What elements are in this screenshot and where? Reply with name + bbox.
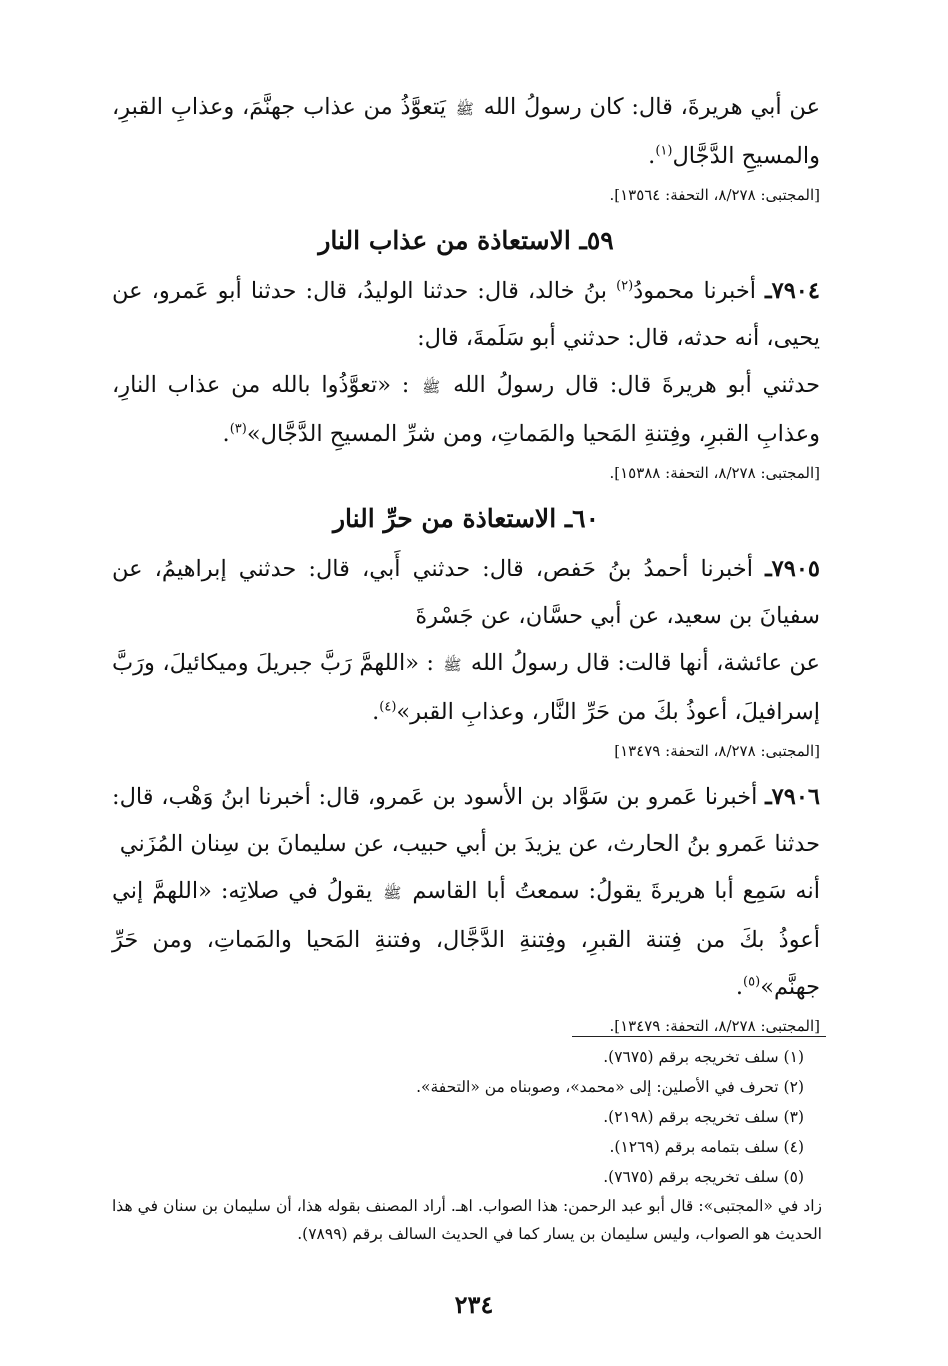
reference-1: [المجتبى: ٨/٢٧٨، التحفة: ١٣٥٦٤].	[609, 186, 820, 204]
footnotes	[112, 1042, 822, 1248]
footnote-marker-1[interactable]: (١)	[655, 143, 673, 159]
continued-text-1: عن أبي هريرةَ، قال: كان رسولُ الله	[483, 94, 820, 120]
continued-hadith	[112, 84, 820, 180]
hadith-7906-isnad	[112, 774, 820, 868]
sallallah-glyph: ﷺ	[383, 884, 402, 902]
footnote-1: (١) سلف تخريجه برقم (٧٦٧٥).	[603, 1048, 804, 1066]
reference-4: [المجتبى: ٨/٢٧٨، التحفة: ١٣٤٧٩].	[609, 1017, 820, 1035]
hadith-number-7906: ٧٩٠٦ـ	[765, 784, 820, 810]
hadith-7906-text-a: أخبرنا عَمرو بن سَوَّاد بن الأسود بن عَمرو، قال: أخبرنا ابنُ وَهْب، قال: حدثنا عَمرو بنُ الحارث، عن يزيدَ بن أبي حبيب، عن سليمانَ بن سِنان المُزَني	[112, 784, 820, 857]
hadith-7904-isnad	[112, 268, 820, 362]
sallallah-glyph: ﷺ	[455, 100, 474, 118]
hadith-7905-end: .	[372, 699, 380, 725]
footnote-5-continuation: زاد في «المجتبى»: قال أبو عبد الرحمن: هذا الصواب. اهـ. أراد المصنف بقوله هذا، أن سليمان بن سنان في هذا الحديث هو الصواب، وليس سليمان بن يسار كما في الحديث السالف برقم (٧٨٩٩).	[112, 1197, 822, 1243]
hadith-7905-matn	[112, 640, 820, 736]
hadith-7905-matn-1: عن عائشة، أنها قالت: قال رسولُ الله	[470, 650, 820, 676]
hadith-7904-end: .	[222, 421, 230, 447]
footnote-marker-2[interactable]: (٢)	[616, 278, 634, 294]
footnote-marker-5[interactable]: (٥)	[743, 974, 761, 990]
hadith-7905-text-a: أخبرنا أحمدُ بنُ حَفص، قال: حدثني أَبي، قال: حدثني إبراهيمُ، عن سفيانَ بن سعيد، عن أبي حسَّان، عن جَسْرةَ	[112, 556, 820, 629]
footnote-2: (٢) تحرف في الأصلين: إلى «محمد»، وصوبناه من «التحفة».	[416, 1078, 804, 1096]
hadith-7906-matn	[112, 868, 820, 1011]
footnote-5: (٥) سلف تخريجه برقم (٧٦٧٥).	[603, 1168, 804, 1186]
continued-end: .	[648, 143, 656, 169]
continued-text-2: يَتعوَّذُ من عذاب جهنَّمَ، وعذابِ القبرِ، والمسيحِ الدَّجَّال	[112, 94, 820, 169]
hadith-7904-matn-1: حدثني أبو هريرةَ قال: قال رسولُ الله	[453, 372, 821, 398]
footnote-4: (٤) سلف بتمامه برقم (١٢٦٩).	[609, 1138, 804, 1156]
hadith-7904-text-b: بنُ خالد، قال: حدثنا الوليدُ، قال: حدثنا أبو عَمرو، عن يحيى، أنه حدثه، قال: حدثني أبو سَلَمةَ، قال:	[112, 278, 820, 351]
page-number: ٢٣٤	[454, 1290, 494, 1319]
reference-3: [المجتبى: ٨/٢٧٨، التحفة: ١٣٤٧٩]	[614, 742, 820, 760]
sallallah-glyph: ﷺ	[443, 656, 462, 674]
footnote-separator	[572, 1036, 826, 1037]
hadith-7906-matn-2: يقولُ في صلاتِه: «اللهمَّ إني أعوذُ بكَ من فِتنة القبرِ، وفِتنةِ الدَّجَّال، وفتنةِ المَحيا والمَماتِ، ومن حَرِّ جهنَّم»	[112, 878, 820, 1000]
hadith-7904-matn	[112, 362, 820, 458]
footnote-marker-4[interactable]: (٤)	[379, 699, 397, 715]
hadith-7905-matn-2: : «اللهمَّ رَبَّ جبريلَ وميكائيلَ، ورَبَّ إسرافيلَ، أعوذُ بكَ من حَرِّ النَّار، وعذابِ القبر»	[112, 650, 820, 725]
sallallah-glyph: ﷺ	[422, 378, 441, 396]
page-body	[112, 84, 820, 1049]
footnote-3: (٣) سلف تخريجه برقم (٢١٩٨).	[603, 1108, 804, 1126]
hadith-7906-end: .	[735, 974, 744, 1000]
reference-2: [المجتبى: ٨/٢٧٨، التحفة: ١٥٣٨٨].	[609, 464, 820, 482]
hadith-number-7905: ٧٩٠٥ـ	[765, 556, 820, 582]
hadith-7905-isnad	[112, 546, 820, 640]
hadith-7906-matn-1: أنه سَمِع أبا هريرةَ يقولُ: سمعتُ أبا القاسم	[412, 878, 820, 904]
chapter-heading-59: ٥٩ـ الاستعاذة من عذاب النار	[318, 226, 614, 255]
footnote-marker-3[interactable]: (٣)	[229, 421, 247, 437]
hadith-7904-matn-2: : «تعوَّذُوا بالله من عذاب النارِ، وعذابِ القبرِ، وفِتنةِ المَحيا والمَماتِ، ومن شرِّ المسيحِ الدَّجَّال»	[112, 372, 820, 447]
hadith-number-7904: ٧٩٠٤ـ	[765, 278, 820, 304]
hadith-7904-text-a: أخبرنا محمودُ	[633, 278, 756, 304]
chapter-heading-60: ٦٠ـ الاستعاذة من حرِّ النار	[332, 504, 600, 533]
